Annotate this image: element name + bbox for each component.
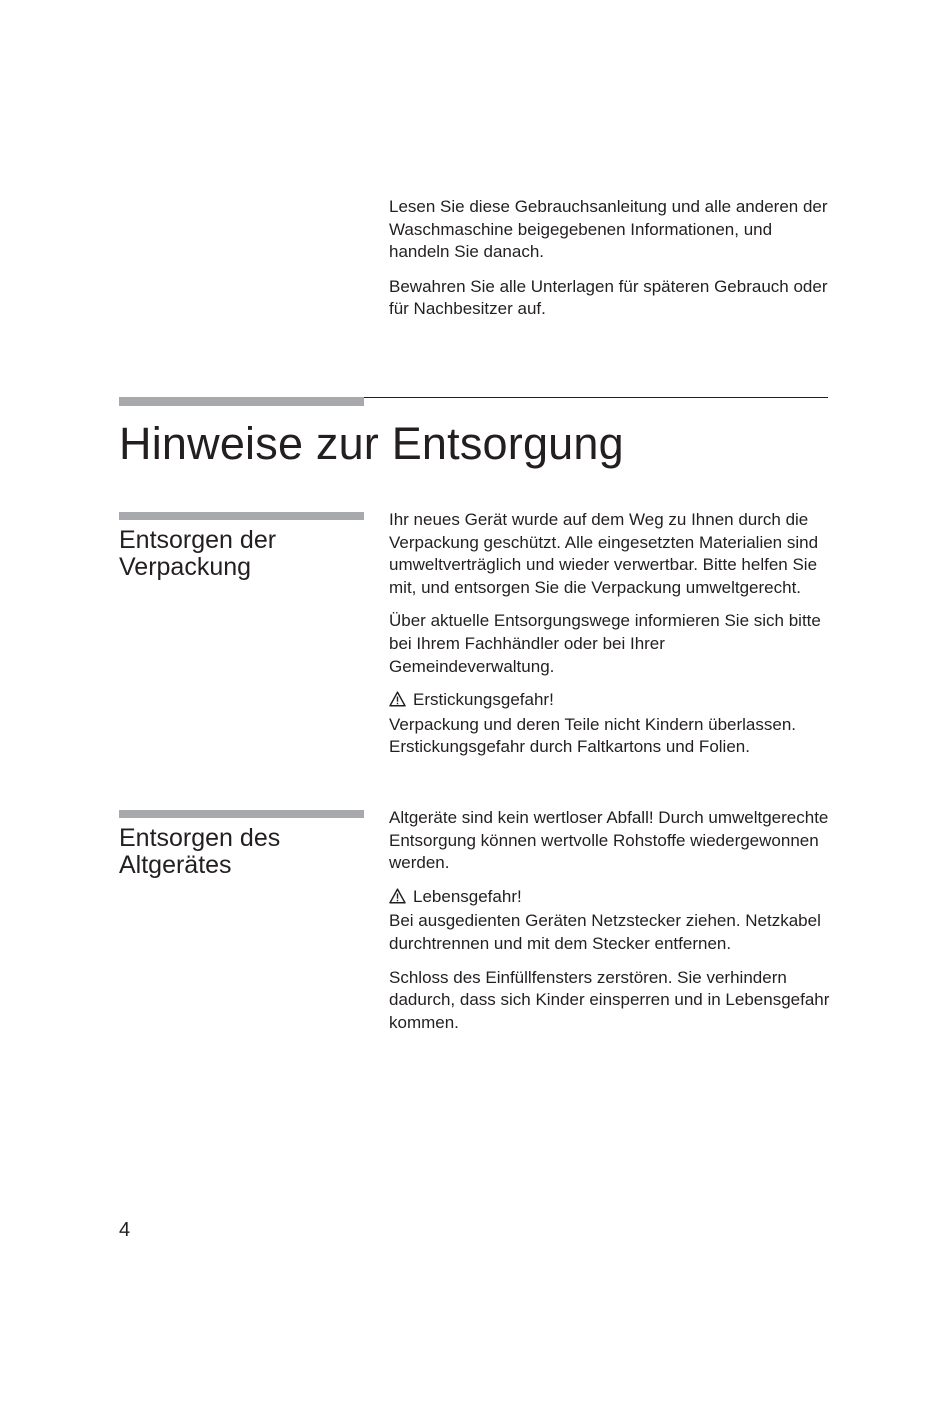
section-rule-appliance — [119, 810, 364, 818]
title-rule-thin — [364, 397, 828, 398]
section-heading-appliance: Entsorgen des Altgerätes — [119, 824, 281, 879]
appliance-warning-text: Bei ausgedienten Geräten Netzstecker ziehen. Netzkabel durchtrennen und mit dem Stecker entfernen. — [389, 911, 821, 953]
appliance-warning-heading — [389, 886, 834, 911]
packaging-paragraph-1: Ihr neues Gerät wurde auf dem Weg zu Ihnen durch die Verpackung geschützt. Alle eingesetzten Materialien sind umweltverträglich und wieder verwertbar. Bitte helfen Sie mit, und entsorgen Sie die Verpackung umweltgerecht. — [389, 510, 819, 597]
section-body-appliance — [389, 807, 834, 1045]
section-heading-packaging: Entsorgen der Verpackung — [119, 526, 277, 581]
title-rule-thick — [119, 397, 364, 406]
appliance-paragraph-2: Schloss des Einfüllfensters zerstören. Sie verhindern dadurch, dass sich Kinder einsperren und in Lebensgefahr kommen. — [389, 967, 830, 1032]
appliance-warning-title: Lebensgefahr! — [413, 886, 522, 906]
intro-paragraph-1: Lesen Sie diese Gebrauchsanleitung und alle anderen der Waschmaschine beigegebenen Informationen, und handeln Sie danach. — [389, 197, 828, 262]
intro-block — [389, 196, 834, 333]
packaging-warning — [389, 689, 834, 759]
section-body-packaging — [389, 509, 834, 770]
warning-triangle-icon — [389, 888, 407, 911]
packaging-warning-heading — [389, 689, 834, 714]
section-rule-packaging — [119, 512, 364, 520]
intro-paragraph-2: Bewahren Sie alle Unterlagen für späteren Gebrauch oder für Nachbesitzer auf. — [389, 276, 828, 319]
packaging-paragraph-2: Über aktuelle Entsorgungswege informieren Sie sich bitte bei Ihrem Fachhändler oder bei Ihrer Gemeindeverwaltung. — [389, 611, 821, 676]
appliance-warning — [389, 886, 834, 956]
appliance-paragraph-1: Altgeräte sind kein wertloser Abfall! Durch umweltgerechte Entsorgung können wertvolle Rohstoffe wiedergewonnen werden. — [389, 808, 829, 873]
page-number: 4 — [119, 1219, 131, 1241]
page-title: Hinweise zur Entsorgung — [119, 418, 624, 469]
packaging-warning-text: Verpackung und deren Teile nicht Kindern überlassen. Erstickungsgefahr durch Faltkartons und Folien. — [389, 714, 797, 757]
packaging-warning-title: Erstickungsgefahr! — [413, 690, 554, 710]
warning-triangle-icon — [389, 691, 407, 714]
